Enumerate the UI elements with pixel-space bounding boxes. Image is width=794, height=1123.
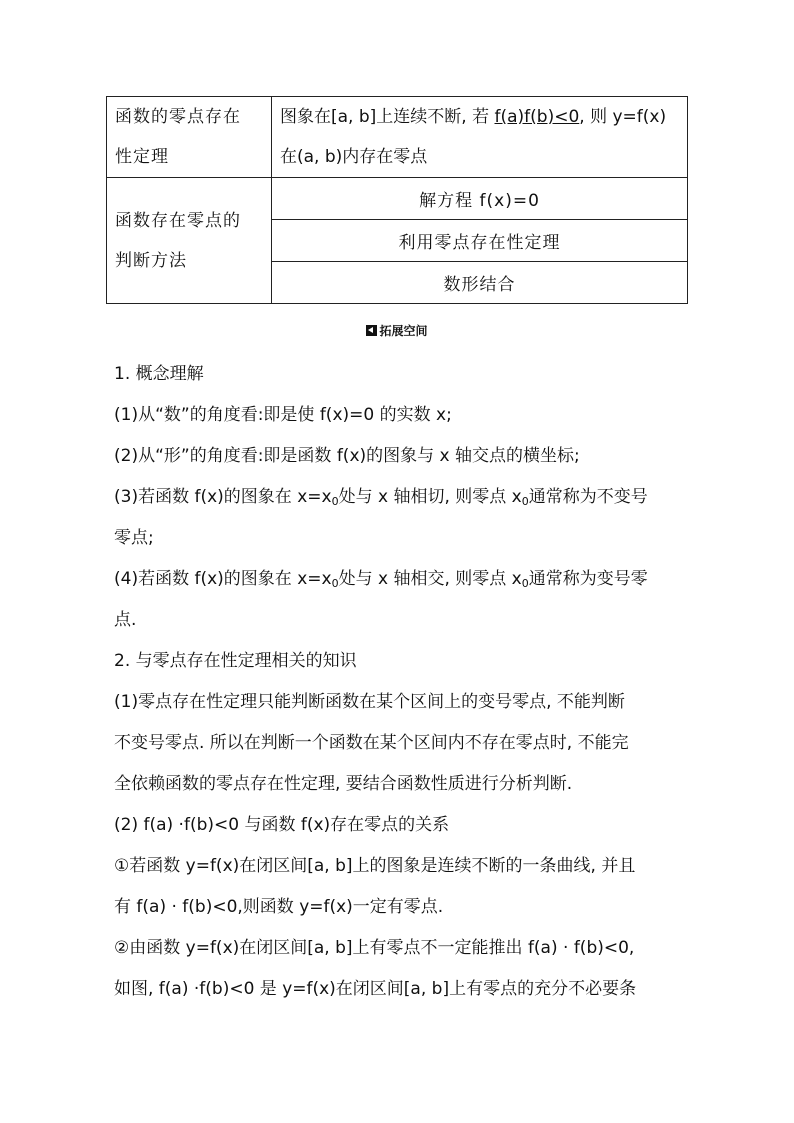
theorem-text [280, 97, 681, 137]
subscript: 0 [331, 577, 339, 590]
text-line [114, 477, 694, 518]
header-text: 函数的零点存在 [115, 107, 241, 127]
theorem-text: 在(a, b)内存在零点 [280, 147, 428, 167]
body-text [114, 354, 694, 1010]
text-line: 如图, f(a) ·f(b)<0 是 y=f(x)在闭区间[a, b]上有零点的充分不必要条 [114, 979, 637, 999]
text-line: 2. 与零点存在性定理相关的知识 [114, 651, 357, 671]
section-heading-label: 拓展空间 [379, 324, 428, 338]
text-span: (4)若函数 f(x)的图象在 x=x [114, 569, 332, 589]
theorem-condition: f(a)f(b)<0 [494, 107, 580, 127]
text-span: 处与 x 轴相交, 则零点 x [338, 569, 522, 589]
subscript: 0 [331, 495, 339, 508]
subscript: 0 [521, 495, 529, 508]
text-line: (2) f(a) ·f(b)<0 与函数 f(x)存在零点的关系 [114, 815, 450, 835]
text-line: 全依赖函数的零点存在性定理, 要结合函数性质进行分析判断. [114, 774, 573, 794]
text-line: (1)从“数”的角度看:即是使 f(x)=0 的实数 x; [114, 405, 452, 425]
section-heading [0, 322, 794, 340]
text-span: 通常称为不变号 [528, 487, 648, 507]
header-text: 函数存在零点的 [115, 210, 241, 231]
speaker-icon [366, 325, 377, 336]
text-line: (2)从“形”的角度看:即是函数 f(x)的图象与 x 轴交点的横坐标; [114, 446, 580, 466]
method-item: 解方程 f(x)=0 [272, 178, 688, 220]
table-row-header [107, 178, 272, 304]
table-row [107, 178, 688, 220]
header-text: 性定理 [115, 147, 169, 167]
text-span: 处与 x 轴相切, 则零点 x [338, 487, 522, 507]
text-line: (1)零点存在性定理只能判断函数在某个区间上的变号零点, 不能判断 [114, 692, 625, 712]
text-span: (3)若函数 f(x)的图象在 x=x [114, 487, 332, 507]
text-line: 有 f(a) · f(b)<0,则函数 y=f(x)一定有零点. [114, 897, 444, 917]
text-line: 零点; [114, 528, 154, 548]
theorem-cell [272, 97, 688, 178]
text-span: 通常称为变号零 [528, 569, 648, 589]
text-line: ①若函数 y=f(x)在闭区间[a, b]上的图象是连续不断的一条曲线, 并且 [114, 856, 636, 876]
subscript: 0 [521, 577, 529, 590]
text-line [114, 559, 694, 600]
method-item: 利用零点存在性定理 [272, 220, 688, 262]
theorem-text-part: 图象在[a, b]上连续不断, 若 [280, 107, 495, 127]
text-line: 不变号零点. 所以在判断一个函数在某个区间内不存在零点时, 不能完 [114, 733, 629, 753]
table-row-header [107, 97, 272, 178]
header-text: 判断方法 [115, 250, 187, 271]
zero-point-table [106, 96, 688, 304]
table-row [107, 97, 688, 178]
method-item: 数形结合 [272, 262, 688, 304]
text-line: 点. [114, 610, 137, 630]
theorem-text-part: , 则 y=f(x) [579, 107, 667, 127]
text-line: ②由函数 y=f(x)在闭区间[a, b]上有零点不一定能推出 f(a) · f(b)<0, [114, 938, 635, 958]
text-line: 1. 概念理解 [114, 364, 204, 384]
